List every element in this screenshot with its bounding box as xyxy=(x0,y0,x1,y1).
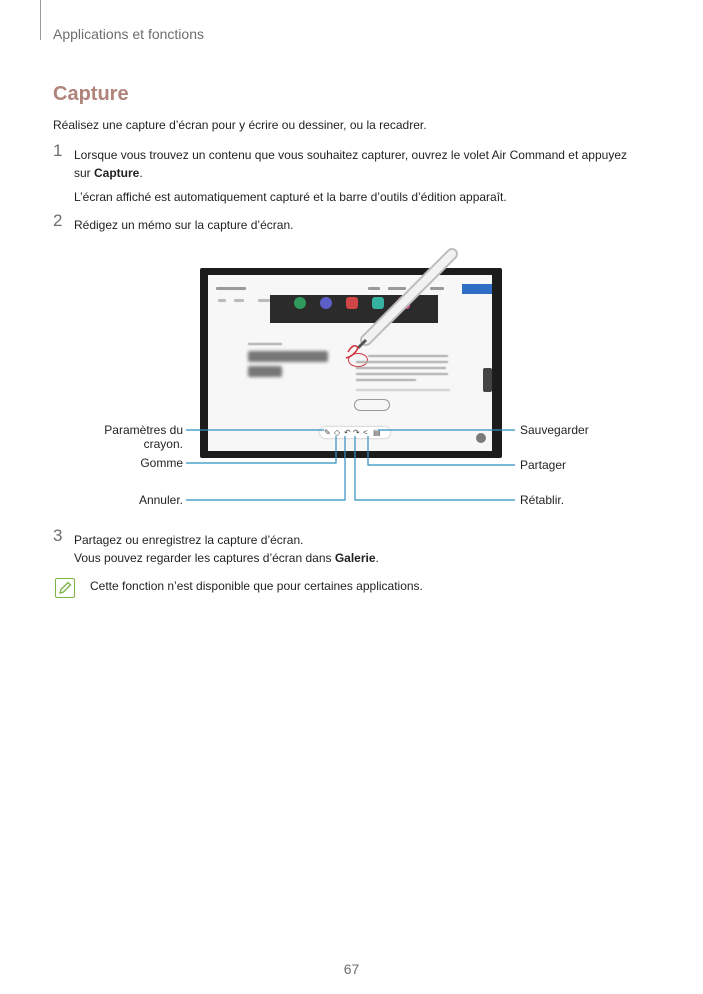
pen-icon[interactable]: ✎ xyxy=(324,428,331,437)
intro-text: Réalisez une capture d’écran pour y écrire ou dessiner, ou la recadrer. xyxy=(53,118,427,132)
step-3-sub-prefix: Vous pouvez regarder les captures d’écran dans xyxy=(74,551,335,565)
step-text: Partagez ou enregistrez la capture d’écran. xyxy=(74,533,304,547)
step-text: Lorsque vous trouvez un contenu que vous souhaitez capturer, ouvrez le volet Air Command et appuyez xyxy=(74,148,627,162)
callout-undo: Annuler. xyxy=(138,493,183,507)
note-pencil-icon xyxy=(56,579,74,597)
step-number: 2 xyxy=(53,211,63,230)
step-1-sub: L’écran affiché est automatiquement capturé et la barre d’outils d’édition apparaît. xyxy=(74,190,507,204)
callout-pen-settings-line2: crayon. xyxy=(143,437,183,451)
step-number: 3 xyxy=(53,526,63,545)
step-number: 1 xyxy=(53,141,63,160)
page-number: 67 xyxy=(343,961,360,977)
s-pen-icon xyxy=(346,254,452,358)
share-icon[interactable]: < xyxy=(363,428,368,437)
callout-pen-settings xyxy=(80,423,183,451)
undo-icon[interactable]: ↶ xyxy=(344,428,351,437)
redo-icon[interactable]: ↷ xyxy=(353,428,360,437)
step-text-prefix: sur xyxy=(74,166,95,180)
callout-redo: Rétablir. xyxy=(520,493,565,507)
callout-share: Partager xyxy=(520,458,567,472)
note-icon xyxy=(55,578,75,598)
section-title: Capture xyxy=(53,83,129,105)
save-icon[interactable]: ▤ xyxy=(373,428,381,437)
step-3-sub xyxy=(74,551,379,565)
step-text-suffix: . xyxy=(139,166,143,180)
eraser-icon[interactable]: ◇ xyxy=(334,428,341,437)
callout-pen-settings-line1: Paramètres du xyxy=(104,423,183,437)
capture-keyword: Capture xyxy=(94,166,140,180)
callout-save: Sauvegarder xyxy=(520,423,589,437)
step-text: Rédigez un mémo sur la capture d’écran. xyxy=(74,218,294,232)
gallery-keyword: Galerie xyxy=(334,551,376,565)
header-title: Applications et fonctions xyxy=(53,26,204,42)
callout-eraser: Gomme xyxy=(140,456,183,470)
step-3-sub-suffix: . xyxy=(375,551,379,565)
note-text: Cette fonction n’est disponible que pour certaines applications. xyxy=(90,579,423,593)
